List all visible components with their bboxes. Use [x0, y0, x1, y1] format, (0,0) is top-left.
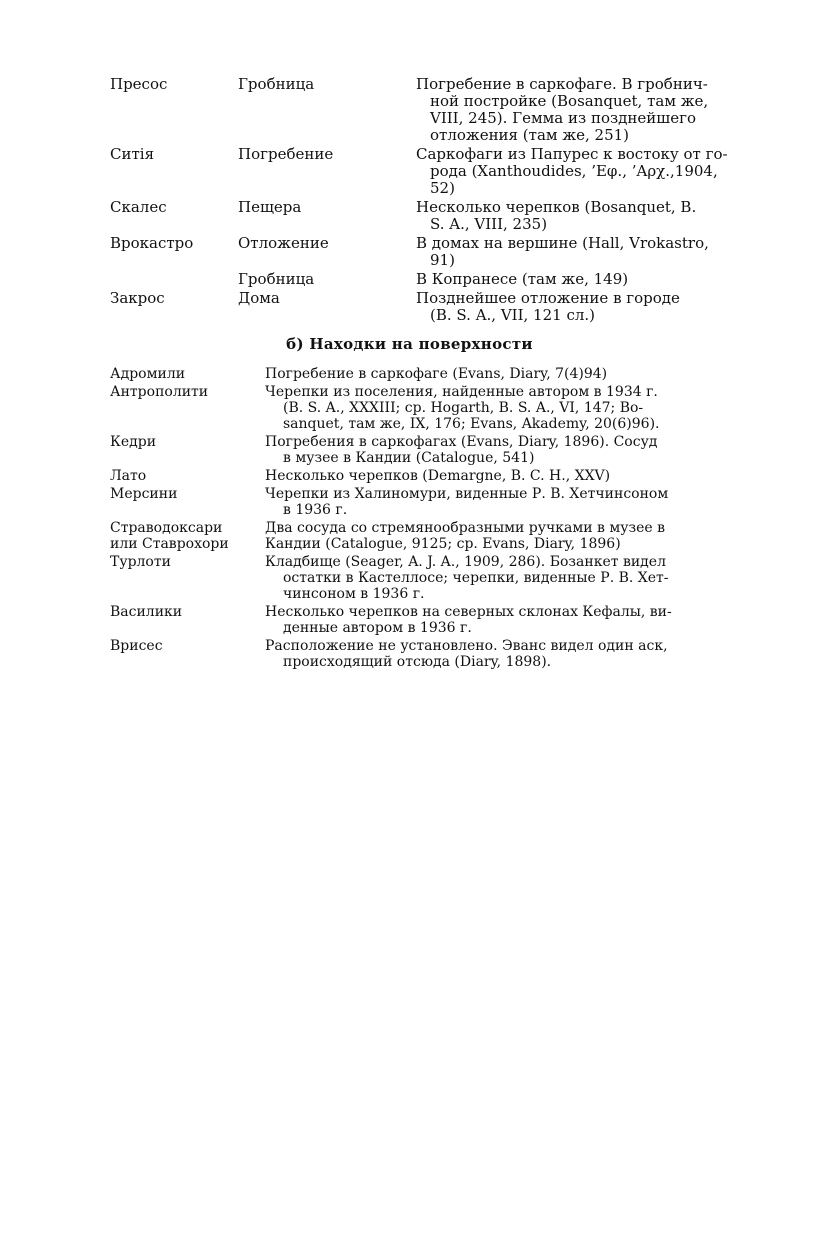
sites-table-bottom: [110, 366, 730, 672]
description-line: S. A., VIII, 235): [430, 215, 548, 233]
find-description: [416, 235, 728, 269]
find-description: [265, 638, 727, 670]
find-description: [265, 366, 727, 382]
find-type: Гробница: [238, 270, 315, 288]
find-description: [416, 199, 728, 233]
table-row: [110, 520, 730, 552]
find-type: Гробница: [238, 75, 315, 93]
site-name: [110, 638, 265, 654]
find-description: [265, 554, 727, 602]
site-name-line: Врисес: [110, 638, 163, 654]
description-line: 52): [430, 179, 455, 197]
description-line: VIII, 245). Гемма из позднейшего: [430, 109, 696, 127]
site-name-line: Кедри: [110, 434, 157, 450]
site-name: Скалес: [110, 198, 167, 216]
site-name-line: Лато: [110, 468, 147, 484]
site-name: [110, 604, 265, 620]
find-description: [265, 384, 727, 432]
description-line: Позднейшее отложение в городе: [416, 289, 680, 307]
description-line: Саркофаги из Папурес к востоку от го-: [416, 145, 728, 163]
table-row: [110, 199, 730, 233]
find-description: [416, 290, 728, 324]
site-name-line: Страводоксари: [110, 520, 223, 536]
description-line: Кандии (Catalogue, 9125; ср. Evans, Diary, 1896): [265, 536, 621, 552]
site-name: Пресос: [110, 75, 168, 93]
description-line: Черепки из поселения, найденные автором в 1934 г.: [265, 384, 658, 400]
find-description: [416, 146, 728, 197]
site-name-line: Василики: [110, 604, 183, 620]
table-row: [110, 486, 730, 518]
site-name-line: Адромили: [110, 366, 186, 382]
description-line: Два сосуда со стремянообразными ручками в музее в: [265, 520, 666, 536]
table-row: [110, 76, 730, 144]
table-row: [110, 271, 730, 288]
description-line: 91): [430, 251, 455, 269]
description-line: происходящий отсюда (Diary, 1898).: [283, 654, 552, 670]
find-type: Отложение: [238, 234, 329, 252]
description-line: sanquet, там же, IX, 176; Evans, Akademy, 20(6)96).: [283, 416, 660, 432]
find-type: Дома: [238, 289, 280, 307]
site-name: [110, 366, 265, 382]
sites-table-top: [110, 76, 730, 326]
description-line: остатки в Кастеллосе; черепки, виденные Р. В. Хет-: [283, 570, 669, 586]
description-line: Кладбище (Seager, A. J. A., 1909, 286). Бозанкет видел: [265, 554, 666, 570]
site-name: Ситiя: [110, 145, 155, 163]
table-row: [110, 384, 730, 432]
table-row: [110, 366, 730, 382]
description-line: Расположение не установлено. Эванс видел один аск,: [265, 638, 668, 654]
description-line: В домах на вершине (Hall, Vrokastro,: [416, 234, 709, 252]
find-description: [265, 486, 727, 518]
table-row: [110, 290, 730, 324]
description-line: Погребение в саркофаге. В гробнич-: [416, 75, 708, 93]
description-line: Погребение в саркофаге (Evans, Diary, 7(4)94): [265, 366, 608, 382]
find-description: [265, 434, 727, 466]
site-name-line: Турлоти: [110, 554, 171, 570]
description-line: (B. S. A., VII, 121 сл.): [430, 306, 595, 324]
site-name: [110, 520, 265, 552]
find-description: [416, 271, 728, 288]
description-line: чинсоном в 1936 г.: [283, 586, 425, 602]
description-line: Черепки из Халиномури, виденные Р. В. Хетчинсоном: [265, 486, 669, 502]
find-description: [265, 604, 727, 636]
table-row: [110, 235, 730, 269]
site-name-line: Мерсини: [110, 486, 178, 502]
table-row: [110, 468, 730, 484]
description-line: ной постройке (Bosanquet, там же,: [430, 92, 709, 110]
description-line: В Копранесе (там же, 149): [416, 270, 629, 288]
table-row: [110, 638, 730, 670]
table-row: [110, 604, 730, 636]
description-line: Погребения в саркофагах (Evans, Diary, 1896). Сосуд: [265, 434, 658, 450]
description-line: Несколько черепков (Bosanquet, B.: [416, 198, 697, 216]
find-description: [265, 520, 727, 552]
site-name: [110, 384, 265, 400]
table-row: [110, 554, 730, 602]
description-line: денные автором в 1936 г.: [283, 620, 472, 636]
site-name-line: Антрополити: [110, 384, 209, 400]
section-heading: б) Находки на поверхности: [286, 335, 533, 353]
table-row: [110, 434, 730, 466]
site-name: [110, 468, 265, 484]
find-description: [416, 76, 728, 144]
description-line: отложения (там же, 251): [430, 126, 630, 144]
site-name: [110, 434, 265, 450]
description-line: (B. S. A., XXXIII; ср. Hogarth, B. S. A., VI, 147; Bo-: [283, 400, 644, 416]
site-name-line: или Ставрохори: [110, 536, 229, 552]
site-name: Закрос: [110, 289, 165, 307]
find-description: [265, 468, 727, 484]
table-row: [110, 146, 730, 197]
site-name: Врокастро: [110, 234, 194, 252]
description-line: Несколько черепков (Demargne, B. C. H., XXV): [265, 468, 611, 484]
site-name: [110, 486, 265, 502]
description-line: в музее в Кандии (Catalogue, 541): [283, 450, 535, 466]
description-line: рода (Xanthoudides, ’Εφ., ’Αρχ.,1904,: [430, 162, 718, 180]
find-type: Погребение: [238, 145, 334, 163]
find-type: Пещера: [238, 198, 302, 216]
description-line: в 1936 г.: [283, 502, 348, 518]
site-name: [110, 554, 265, 570]
description-line: Несколько черепков на северных склонах Кефалы, ви-: [265, 604, 672, 620]
